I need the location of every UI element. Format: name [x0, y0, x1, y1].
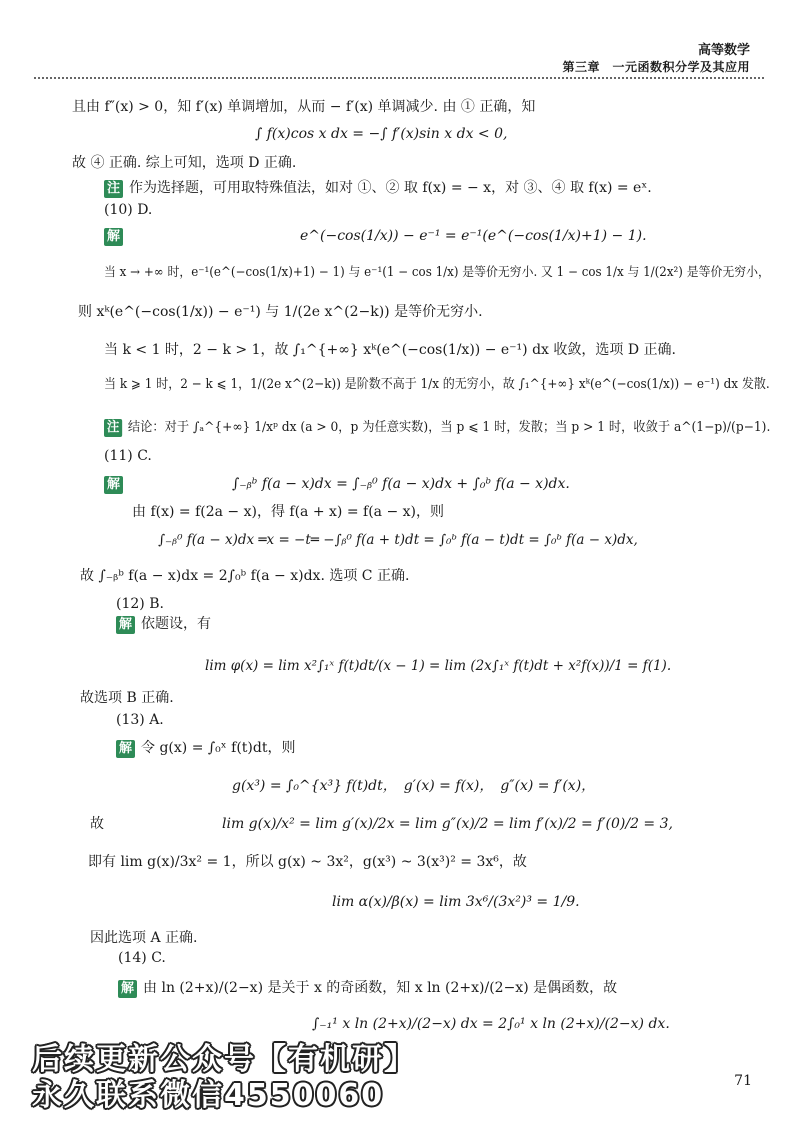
- header-divider: [34, 77, 764, 79]
- equation: e^(−cos(1/x)) − e⁻¹ = e⁻¹(e^(−cos(1/x)+1) − 1).: [300, 228, 647, 244]
- note-text: 结论：对于 ∫ₐ^{+∞} 1/xᵖ dx (a > 0，p 为任意实数)，当 p ⩽ 1 时，发散；当 p > 1 时，收敛于 a^(1−p)/(p−1).: [127, 420, 771, 435]
- solution-tag: 解: [116, 616, 135, 634]
- note-line: [104, 418, 770, 438]
- solution-tag: 解: [116, 740, 135, 758]
- equation: ∫₋ᵦ⁰ f(a − x)dx ═x = −t═ −∫ᵦ⁰ f(a + t)dt = ∫₀ᵇ f(a − t)dt = ∫₀ᵇ f(a − x)dx,: [158, 532, 638, 548]
- solution-text: 依题设，有: [141, 616, 212, 632]
- equation: lim α(x)/β(x) = lim 3x⁶/(3x²)³ = 1/9.: [332, 894, 580, 910]
- text-line: 故选项 B 正确.: [80, 690, 174, 706]
- text-line: 因此选项 A 正确.: [90, 930, 198, 946]
- equation: lim g(x)/x² = lim g′(x)/2x = lim g″(x)/2 = lim f′(x)/2 = f′(0)/2 = 3,: [222, 816, 673, 832]
- text-line: 且由 f″(x) > 0，知 f′(x) 单调增加，从而 − f′(x) 单调减少. 由 ① 正确，知: [72, 99, 536, 115]
- page-number: 71: [734, 1073, 752, 1089]
- solution-tag: 解: [104, 476, 123, 494]
- note-line: [104, 178, 652, 198]
- equation: lim φ(x) = lim x²∫₁ˣ f(t)dt/(x − 1) = lim (2x∫₁ˣ f(t)dt + x²f(x))/1 = f(1).: [205, 658, 672, 674]
- text-line: 由 f(x) = f(2a − x)，得 f(a + x) = f(a − x)，则: [132, 504, 445, 520]
- note-text: 作为选择题，可用取特殊值法，如对 ①、② 取 f(x) = − x，对 ③、④ 取 f(x) = eˣ.: [129, 180, 652, 196]
- watermark-line-2: 永久联系微信4550060: [32, 1078, 385, 1113]
- text-line: 则 xᵏ(e^(−cos(1/x)) − e⁻¹) 与 1/(2e x^(2−k)) 是等价无穷小.: [78, 304, 483, 320]
- text-line: 当 x → +∞ 时，e⁻¹(e^(−cos(1/x)+1) − 1) 与 e⁻¹(1 − cos 1/x) 是等价无穷小. 又 1 − cos 1/x 与 1/(2x²) 是等价无穷小，: [104, 264, 770, 279]
- text-line: 即有 lim g(x)/3x² = 1，所以 g(x) ~ 3x²，g(x³) ~ 3(x³)² = 3x⁶，故: [88, 854, 527, 870]
- solution-line: [104, 226, 129, 246]
- note-tag: 注: [104, 180, 123, 198]
- text-line: 当 k < 1 时，2 − k > 1，故 ∫₁^{+∞} xᵏ(e^(−cos(1/x)) − e⁻¹) dx 收敛，选项 D 正确.: [104, 342, 676, 358]
- solution-line: [116, 614, 211, 634]
- solution-line: [116, 738, 296, 758]
- watermark-line-1: 后续更新公众号【有机研】: [32, 1042, 416, 1077]
- text-line: 故 ∫₋ᵦᵇ f(a − x)dx = 2∫₀ᵇ f(a − x)dx. 选项 C 正确.: [80, 568, 410, 584]
- solution-tag: 解: [118, 980, 137, 998]
- book-title: 高等数学: [697, 43, 750, 58]
- text-line: 故 ④ 正确. 综上可知，选项 D 正确.: [72, 155, 297, 171]
- question-number: (10) D.: [104, 202, 153, 218]
- equation: ∫ f(x)cos x dx = −∫ f′(x)sin x dx < 0,: [255, 126, 508, 142]
- solution-line: [104, 474, 129, 494]
- question-number: (12) B.: [116, 596, 164, 612]
- solution-text: 令 g(x) = ∫₀ˣ f(t)dt，则: [141, 740, 296, 756]
- text-line: 当 k ⩾ 1 时，2 − k ⩽ 1，1/(2e x^(2−k)) 是阶数不高于 1/x 的无穷小，故 ∫₁^{+∞} xᵏ(e^(−cos(1/x)) − e⁻¹) dx 发散.: [104, 377, 770, 392]
- solution-line: [118, 978, 617, 998]
- equation: g(x³) = ∫₀^{x³} f(t)dt， g′(x) = f(x)， g″(x) = f′(x)，: [232, 778, 596, 794]
- solution-tag: 解: [104, 228, 123, 246]
- chapter-title: 第三章 一元函数积分学及其应用: [562, 60, 750, 74]
- note-tag: 注: [104, 419, 122, 437]
- question-number: (13) A.: [116, 712, 164, 728]
- solution-text: 由 ln (2+x)/(2−x) 是关于 x 的奇函数，知 x ln (2+x)/(2−x) 是偶函数，故: [143, 980, 618, 996]
- equation: ∫₋₁¹ x ln (2+x)/(2−x) dx = 2∫₀¹ x ln (2+x)/(2−x) dx.: [312, 1016, 670, 1032]
- question-number: (14) C.: [118, 950, 166, 966]
- text-line: 故: [90, 816, 104, 832]
- question-number: (11) C.: [104, 448, 152, 464]
- equation: ∫₋ᵦᵇ f(a − x)dx = ∫₋ᵦ⁰ f(a − x)dx + ∫₀ᵇ f(a − x)dx.: [232, 476, 570, 492]
